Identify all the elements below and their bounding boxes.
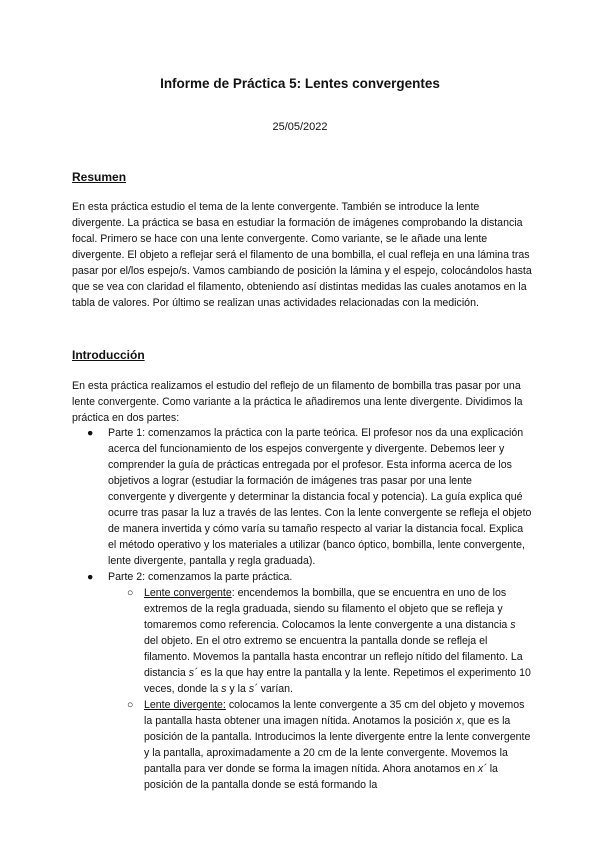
sub-item-lente-divergente (72, 697, 532, 793)
parts-list (72, 425, 532, 793)
section-heading-introduccion: Introducción (72, 348, 145, 362)
sub1-text: varían. (257, 683, 293, 695)
document-date: 25/05/2022 (272, 121, 328, 133)
bullet-icon: ● (87, 427, 94, 439)
introduccion-paragraph: En esta práctica realizamos el estudio del reflejo de un filamento de bombilla tras pasar por una lente convergente. Como variante a la práctica le añadiremos una lente divergente. Dividimos la práctica en dos partes: (72, 380, 523, 424)
var-s: s (510, 619, 516, 631)
section-heading-resumen: Resumen (72, 170, 127, 184)
var-s-prime: s´ (248, 683, 258, 695)
sub2-text: colocamos la lente convergente a 35 cm del objeto y movemos la pantalla hasta obtener una imagen nítida. Anotamos la posición (144, 699, 525, 727)
sub1-text: del objeto. En el otro extremo se encuentra la pantalla donde se refleja el filamento. Movemos la pantalla hasta encontrar un reflejo nítido del filamento. La distancia (144, 635, 523, 679)
sub2-text: la posición de la pantalla donde se está formando la (144, 763, 498, 791)
sub1-text: : encendemos la bombilla, que se encuentra en uno de los extremos de la regla graduada, siendo su filamento el objeto que se refleja y tomaremos como referencia. Colocamos la lente convergente a una distancia (144, 587, 511, 631)
circle-bullet-icon: ○ (127, 699, 134, 711)
parte-1-text: Parte 1: comenzamos la práctica con la parte teórica. El profesor nos da una explicación acerca del funcionamiento de los espejos convergente y divergente. Debemos leer y comprender la guía de prácticas entregada por el profesor. Esta informa acerca de los objetivos a lograr (estudiar la formación de imágenes tras pasar por una lente convergente y divergente y determinar la distancia focal y potencia). La guía explica qué ocurre tras pasar la luz a través de las lentes. Con la lente convergente se refleja el objeto de manera invertida y cómo varía su tamaño respecto al variar la distancia focal. Explica el método operativo y los materiales a utilizar (banco óptico, bombilla, lente convergente, lente divergente, pantalla y regla graduada). (108, 427, 532, 567)
list-item-parte-1 (72, 425, 532, 569)
var-s: s (221, 683, 227, 695)
document-title: Informe de Práctica 5: Lentes convergentes (160, 76, 440, 91)
list-item-parte-2 (72, 569, 532, 585)
parte-2-text: Parte 2: comenzamos la parte práctica. (108, 571, 293, 583)
sub1-text: y la (226, 683, 249, 695)
sub2-text: , que es la posición de la pantalla. Introducimos la lente divergente entre la lente convergente y la pantalla, aproximadamente a 20 cm de la lente convergente. Movemos la pantalla para ver donde se forma la imagen nítida. Ahora anotamos en (144, 715, 531, 775)
circle-bullet-icon: ○ (127, 587, 134, 599)
var-s-prime: s´ (188, 667, 198, 679)
var-x-prime: x´ (477, 763, 487, 775)
sub1-text: es la que hay entre la pantalla y la lente. Repetimos el experimento 10 veces, donde la (144, 667, 531, 695)
lente-convergente-label: Lente convergente (144, 587, 232, 599)
lente-divergente-label: Lente divergente: (144, 699, 226, 711)
bullet-icon: ● (87, 571, 94, 583)
var-x: x (456, 715, 462, 727)
sub-item-lente-convergente (72, 585, 532, 697)
resumen-paragraph: En esta práctica estudio el tema de la lente convergente. También se introduce la lente divergente. La práctica se basa en estudiar la formación de imágenes comprobando la distancia focal. Primero se hace con una lente convergente. Como variante, se le añade una lente divergente. El objeto a reflejar será el filamento de una bombilla, el cual refleja en una lámina tras pasar por el/los espejo/s. Vamos cambiando de posición la lámina y el espejo, colocándolos hasta que se vea con claridad el filamento, obteniendo así distintas medidas las cuales anotamos en la tabla de valores. Por último se realizan unas actividades relacionadas con la medición. (72, 201, 532, 309)
